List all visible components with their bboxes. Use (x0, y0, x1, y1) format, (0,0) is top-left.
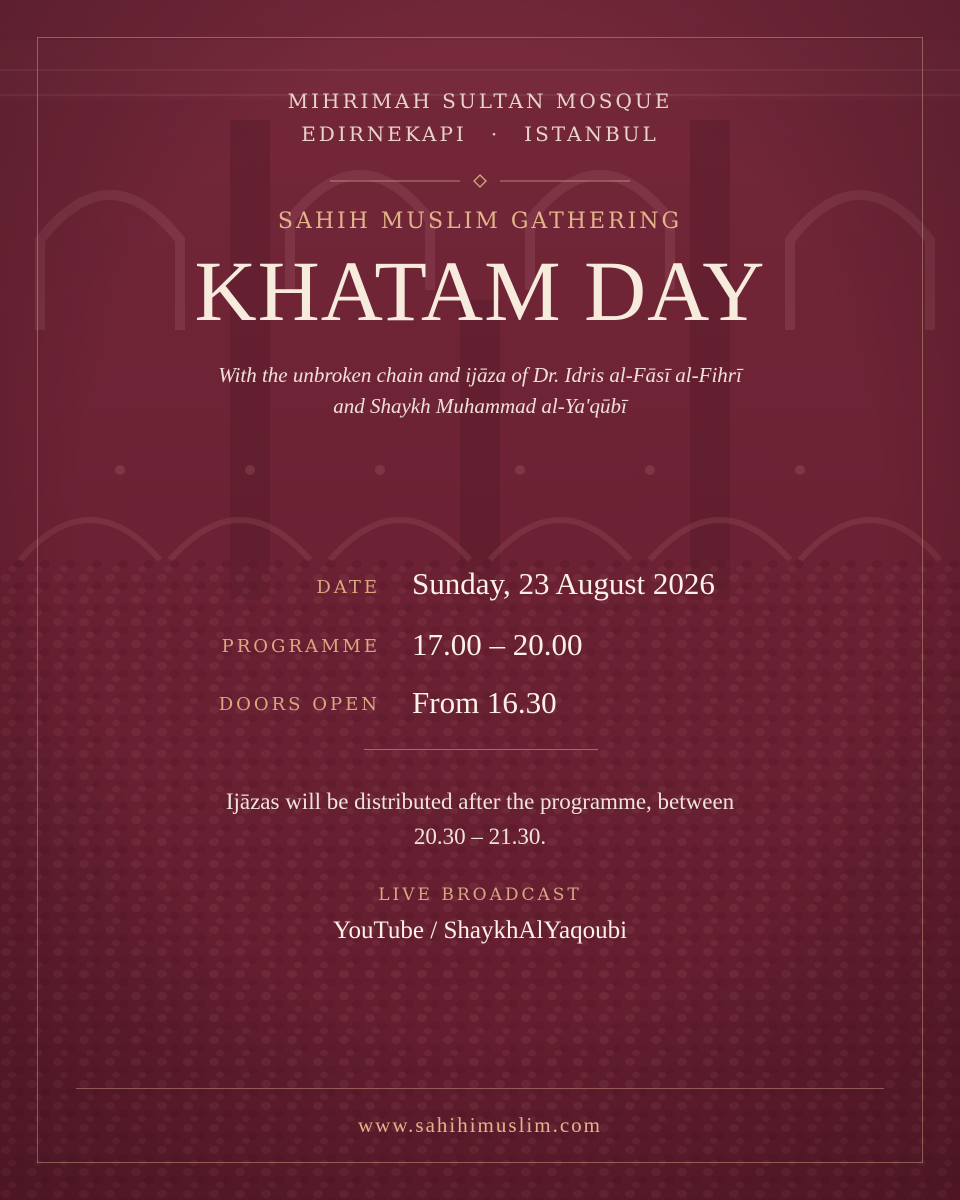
website-link[interactable]: www.sahihimuslim.com (358, 1113, 602, 1137)
programme-label: PROGRAMME (221, 636, 380, 657)
venue-separator: · (490, 122, 501, 146)
event-subtitle (0, 360, 960, 422)
broadcast-label: LIVE BROADCAST (378, 885, 582, 905)
subtitle-line-2: and Shaykh Muhammad al-Ya'qūbī (333, 394, 627, 418)
footer-divider (76, 1088, 884, 1089)
date-label: DATE (316, 577, 380, 598)
section-divider (364, 749, 598, 750)
diamond-divider-icon (330, 172, 630, 190)
venue-name: MIHRIMAH SULTAN MOSQUE (287, 89, 673, 113)
event-series: SAHIH MUSLIM GATHERING (277, 209, 683, 234)
event-title: KHATAM DAY (194, 243, 766, 339)
venue-location (0, 122, 960, 146)
doors-open-value: From 16.30 (412, 685, 557, 720)
broadcast-channel: YouTube / ShaykhAlYaqoubi (332, 917, 628, 944)
ijaza-note (0, 784, 960, 854)
doors-open-label: DOORS OPEN (218, 694, 380, 715)
subtitle-line-1: With the unbroken chain and ijāza of Dr. Idris al-Fāsī al-Fihrī (218, 363, 742, 387)
venue-district: EDIRNEKAPI (301, 122, 467, 146)
programme-value: 17.00 – 20.00 (412, 627, 583, 662)
venue-city: ISTANBUL (524, 122, 659, 146)
ijaza-note-line-2: 20.30 – 21.30. (413, 824, 547, 849)
ijaza-note-line-1: Ijāzas will be distributed after the programme, between (225, 789, 735, 814)
date-value: Sunday, 23 August 2026 (412, 566, 715, 601)
